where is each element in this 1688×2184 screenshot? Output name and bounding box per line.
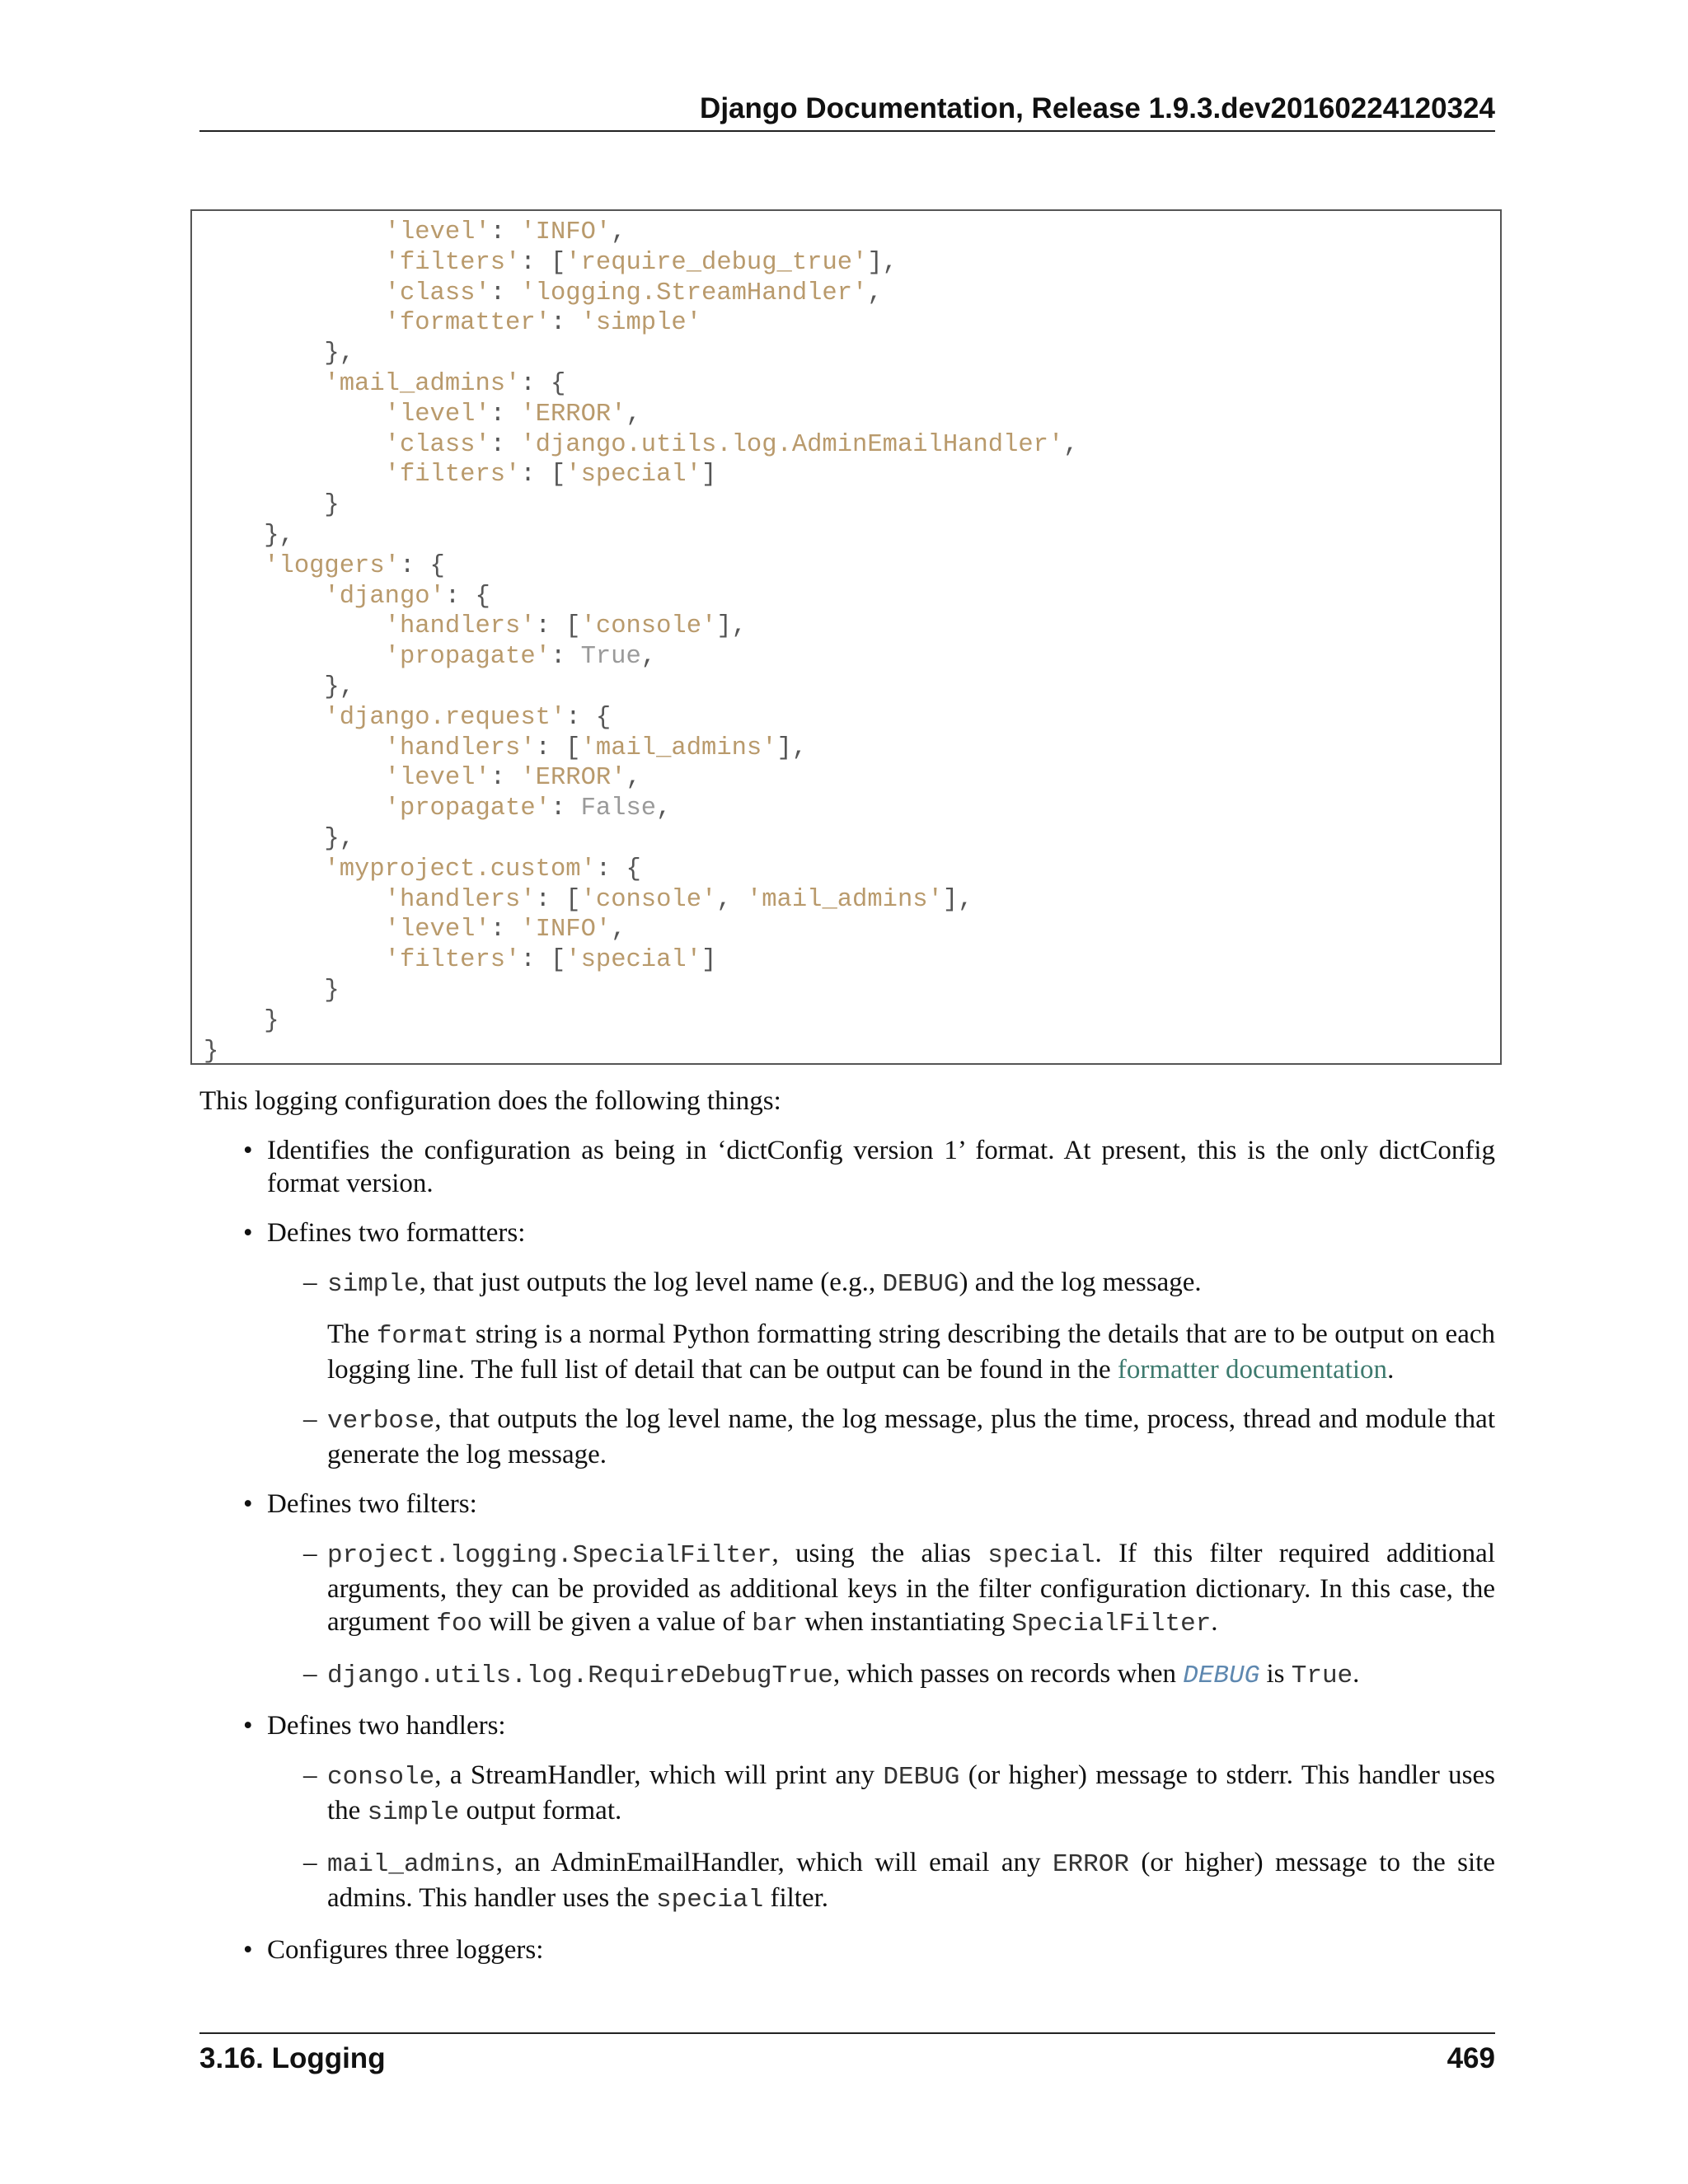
code-line [204,855,641,883]
code-line [204,522,294,550]
sub-list [267,1266,1495,1471]
dash-glyph: – [303,1539,317,1568]
text-run: ) and the log message. [959,1268,1202,1297]
list-item [199,1709,1495,1917]
code-string: 'simple' [580,309,702,338]
code-punctuation: , [626,764,641,793]
code-punctuation: }, [204,521,294,550]
code-punctuation: } [204,976,340,1005]
text-run: filter. [763,1883,829,1913]
code-line [204,794,671,823]
code-string: 'console' [580,612,717,641]
code-punctuation: , [867,279,883,307]
list-item [199,1488,1495,1693]
code-string: 'myproject.custom' [204,855,596,883]
code-punctuation: : { [565,703,612,732]
code-line [204,461,716,489]
code-punctuation: : [490,218,521,246]
debug-setting-link[interactable]: DEBUG [1183,1661,1260,1690]
code-line [204,1007,279,1035]
code-string: 'mail_admins' [204,369,521,398]
code-punctuation: : [550,643,581,672]
inline-code: foo [436,1610,483,1638]
code-line [204,916,626,944]
formatter-documentation-link[interactable]: formatter documentation [1117,1355,1388,1385]
list-item-text: Identifies the configuration as being in ‘dictConfig version 1’ format. At present, this is the only dictConfig format version. [267,1136,1495,1198]
bullet-glyph: • [243,1218,253,1248]
code-block [190,209,1502,1065]
text-run: , using the alias [771,1539,988,1568]
code-punctuation: : [ [535,612,581,641]
sub-paragraph [327,1318,1495,1386]
code-string: 'level' [204,400,490,429]
inline-code: True [1291,1661,1353,1690]
inline-code: project.logging.SpecialFilter [327,1541,772,1570]
code-string: 'propagate' [204,794,551,823]
text-run: (or higher) message to the site admins. This handler uses the [327,1848,1495,1913]
list-item-text: Defines two filters: [267,1489,477,1519]
inline-code: ERROR [1052,1850,1129,1879]
code-string: 'handlers' [204,612,536,641]
text-run: The [327,1319,377,1349]
code-punctuation: : [490,764,521,793]
code-punctuation: }, [204,340,355,368]
inline-code: SpecialFilter [1011,1610,1212,1638]
code-string: 'level' [204,916,490,944]
text-run: . If this filter required additional arguments, they can be provided as additional keys in the filter configuration dictionary. In this case, the argument [327,1539,1495,1637]
inline-code: special [656,1886,764,1915]
list-item-text: Defines two handlers: [267,1711,506,1741]
code-string: 'filters' [204,461,521,490]
page-number: 469 [1447,2042,1495,2074]
inline-code: simple [327,1270,420,1299]
text-run: , which passes on records when [832,1659,1184,1689]
sub-list-item [267,1266,1495,1386]
inline-code: django.utils.log.RequireDebugTrue [327,1661,833,1690]
code-punctuation: }, [204,824,355,853]
text-run: (or higher) message to stderr. This handler uses the [327,1760,1496,1825]
code-line [204,491,340,519]
code-line [204,552,445,580]
code-punctuation: } [204,1037,219,1066]
code-string: 'level' [204,764,490,793]
list-item-text: Defines two formatters: [267,1218,526,1248]
code-punctuation: : { [399,551,445,580]
text-run: , that just outputs the log level name (e.g., [419,1268,883,1297]
code-string: 'propagate' [204,643,551,672]
code-string: 'logging.StreamHandler' [520,279,868,307]
code-string: 'class' [204,430,490,459]
code-line [204,704,611,732]
code-punctuation: ] [701,946,717,975]
code-punctuation: ], [942,885,973,914]
code-line [204,825,354,853]
code-punctuation: }, [204,673,355,701]
code-line [204,643,656,671]
code-punctuation: , [640,643,657,672]
code-string: 'class' [204,279,490,307]
code-punctuation: : [550,309,581,338]
code-string: 'django' [204,582,445,611]
sub-list [267,1537,1495,1693]
code-line [204,218,626,246]
code-punctuation: : { [520,369,566,398]
code-punctuation: ] [701,461,717,490]
dash-glyph: – [303,1848,317,1877]
code-string: 'django.request' [204,703,566,732]
code-punctuation: : [490,279,521,307]
sub-list-item [267,1537,1495,1641]
code-line [204,340,354,368]
code-line [204,279,883,307]
list-item [199,1134,1495,1200]
text-run: , that outputs the log level name, the log message, plus the time, process, thread and module that generate the log message. [327,1404,1495,1469]
code-punctuation: : [ [535,885,581,914]
code-line [204,309,701,337]
code-line [204,734,807,762]
code-punctuation: } [204,1006,279,1035]
code-keyword: True [580,643,641,672]
code-punctuation: : [490,430,521,459]
code-string: 'special' [565,461,702,490]
text-run: , an AdminEmailHandler, which will email any [495,1848,1053,1877]
text-run: , a StreamHandler, which will print any [434,1760,884,1790]
code-string: 'ERROR' [520,400,626,429]
bullet-glyph: • [243,1136,253,1165]
code-string: 'filters' [204,946,521,975]
code-string: 'formatter' [204,309,551,338]
code-line [204,673,354,701]
code-punctuation: : { [444,582,490,611]
list-item [199,1933,1495,1966]
sub-list-item [267,1846,1495,1917]
text-run: string is a normal Python formatting string describing the details that are to be output on each logging line. The full list of detail that can be output can be found in the [327,1319,1495,1385]
code-punctuation: ], [716,612,747,641]
code-punctuation: , [626,400,641,429]
sub-list [267,1759,1495,1917]
code-string: 'loggers' [204,551,400,580]
text-run: . [1387,1355,1395,1385]
code-punctuation: : [ [520,946,566,975]
code-string: 'django.utils.log.AdminEmailHandler' [520,430,1064,459]
inline-code: format [376,1322,469,1351]
dash-glyph: – [303,1404,317,1434]
bullet-glyph: • [243,1711,253,1741]
sub-list-item [267,1403,1495,1471]
text-run: . [1353,1659,1360,1689]
code-punctuation: : { [595,855,641,883]
code-keyword: False [580,794,657,823]
code-punctuation: : [ [520,461,566,490]
text-run: output format. [459,1796,622,1825]
code-punctuation: ], [776,733,808,762]
code-string: 'mail_admins' [580,733,777,762]
dash-glyph: – [303,1659,317,1689]
code-string: 'INFO' [520,218,612,246]
code-line [204,401,641,429]
code-string: 'INFO' [520,916,612,944]
code-string: 'handlers' [204,733,536,762]
code-punctuation: , [656,794,672,823]
document-title: Django Documentation, Release 1.9.3.dev20160224120324 [700,92,1495,124]
code-line [204,370,565,398]
dash-glyph: – [303,1760,317,1790]
code-line [204,612,747,640]
code-string: 'handlers' [204,885,536,914]
bullet-glyph: • [243,1489,253,1519]
text-run: will be given a value of [482,1607,753,1637]
code-listing [204,218,1079,1066]
list-item-text: Configures three loggers: [267,1935,544,1965]
code-punctuation: , [716,885,747,914]
inline-code: special [987,1541,1095,1570]
text-run: is [1259,1659,1292,1689]
code-punctuation: , [611,916,626,944]
code-punctuation: , [1063,430,1079,459]
code-punctuation: : [ [520,248,566,277]
page-header [199,91,1495,132]
code-line [204,886,973,914]
code-line [204,764,641,792]
text-run: . [1211,1607,1218,1637]
body-text [199,1085,1495,1983]
page-footer [199,2032,1495,2083]
code-string: 'level' [204,218,490,246]
code-string: 'filters' [204,248,521,277]
code-punctuation: : [490,400,521,429]
code-punctuation: : [ [535,733,581,762]
code-punctuation: , [611,218,626,246]
code-line [204,583,490,611]
code-punctuation: } [204,491,340,520]
code-string: 'require_debug_true' [565,248,868,277]
code-punctuation: : [490,916,521,944]
code-punctuation: ], [867,248,898,277]
code-string: 'ERROR' [520,764,626,793]
bullet-list [199,1134,1495,1966]
code-line [204,1038,218,1066]
inline-code: DEBUG [883,1763,960,1792]
code-string: 'console' [580,885,717,914]
inline-code: DEBUG [882,1270,959,1299]
inline-code: verbose [327,1407,435,1436]
code-line [204,946,716,974]
sub-list-item [267,1657,1495,1693]
list-item [199,1216,1495,1471]
bullet-glyph: • [243,1935,253,1965]
inline-code: console [327,1763,435,1792]
inline-code: simple [367,1798,460,1827]
code-line [204,249,898,277]
code-string: 'mail_admins' [746,885,943,914]
code-string: 'special' [565,946,702,975]
inline-code: bar [752,1610,799,1638]
sub-list-item [267,1759,1495,1830]
text-run: when instantiating [798,1607,1012,1637]
inline-code: mail_admins [327,1850,496,1879]
code-line [204,431,1079,459]
dash-glyph: – [303,1268,317,1297]
section-title: 3.16. Logging [199,2042,386,2074]
code-punctuation: : [550,794,581,823]
intro-paragraph: This logging configuration does the following things: [199,1086,781,1116]
code-line [204,977,340,1005]
